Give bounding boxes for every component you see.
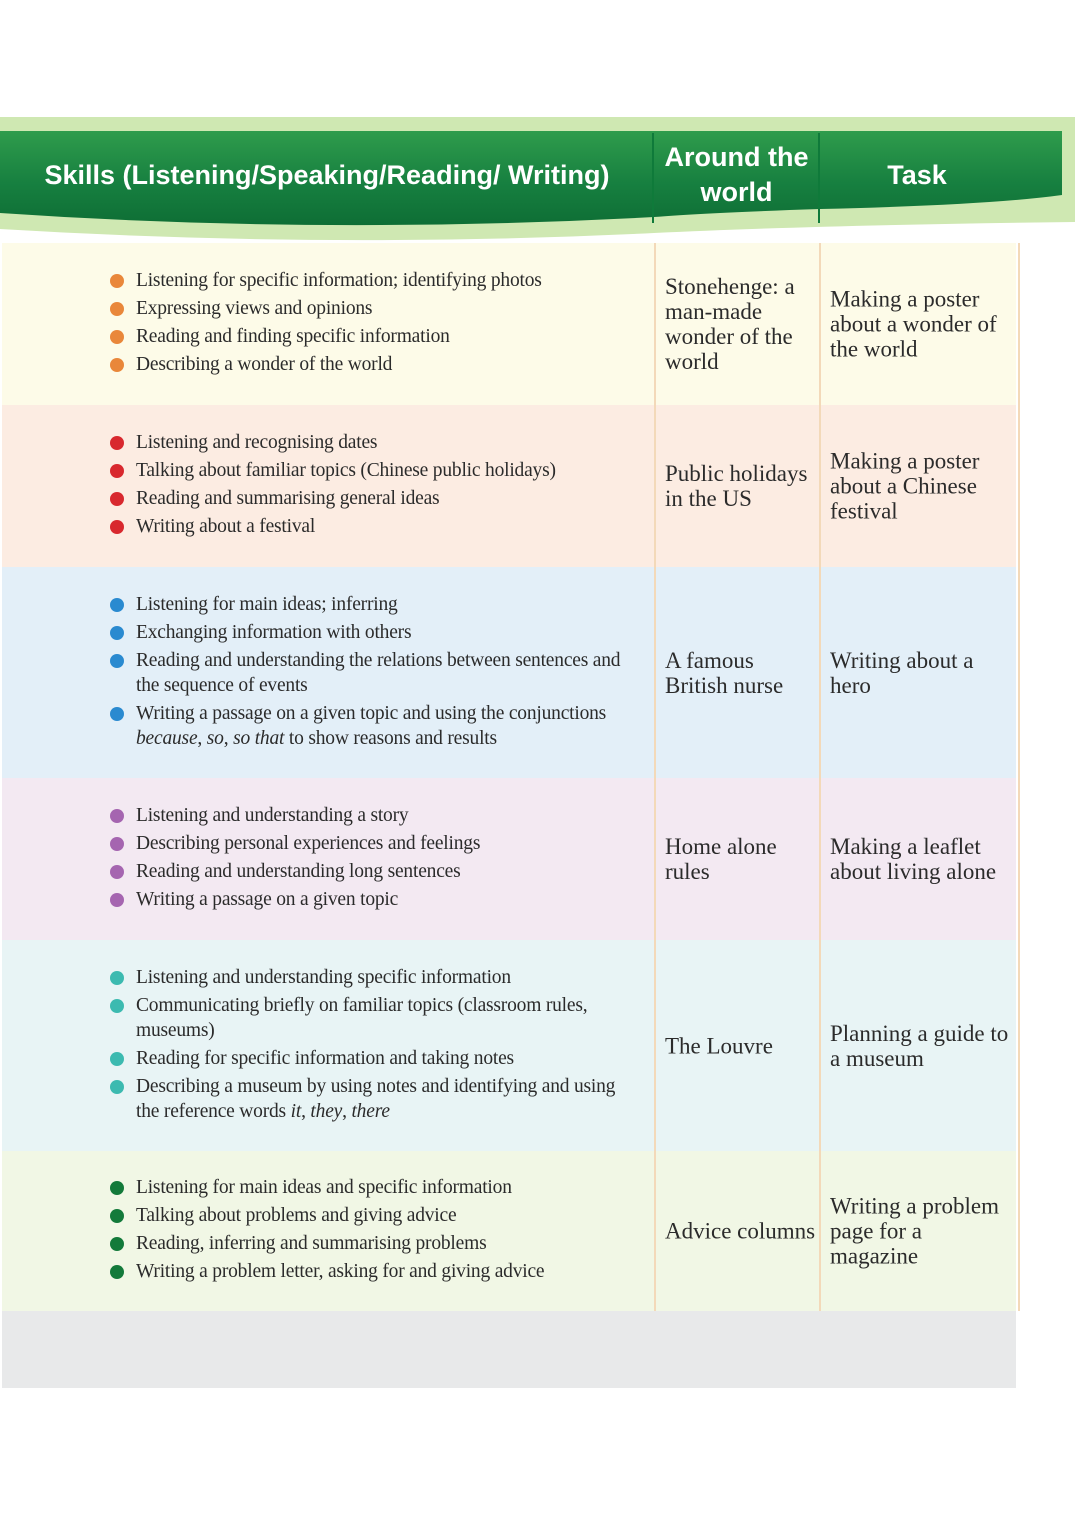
bullet-dot-icon — [110, 358, 124, 372]
skill-item — [110, 620, 640, 645]
task-cell — [819, 243, 1020, 405]
task-cell — [819, 940, 1020, 1151]
skill-item — [110, 430, 640, 455]
header-task: Task — [887, 159, 947, 190]
skill-item — [110, 803, 640, 828]
skill-item — [110, 268, 640, 293]
around-the-world-text: Home alone rules — [665, 834, 777, 884]
bullet-dot-icon — [110, 1080, 124, 1094]
skill-item — [110, 514, 640, 539]
skill-text: Listening and understanding a story — [136, 805, 409, 826]
skill-text: Reading and finding specific information — [136, 326, 450, 347]
table-row — [2, 567, 1016, 778]
around-the-world-text: Public holidays in the US — [665, 461, 808, 511]
skill-item — [110, 296, 640, 321]
skill-text: Describing a museum by using notes and identifying and using the reference words it, they, there — [136, 1075, 616, 1122]
bullet-dot-icon — [110, 654, 124, 668]
around-the-world-cell — [654, 567, 821, 778]
bullet-dot-icon — [110, 1181, 124, 1195]
skill-item — [110, 1203, 640, 1228]
bullet-dot-icon — [110, 971, 124, 985]
around-the-world-text: The Louvre — [665, 1033, 773, 1058]
task-text: Writing a problem page for a magazine — [830, 1193, 999, 1269]
bullet-dot-icon — [110, 330, 124, 344]
skill-text: Writing a problem letter, asking for and giving advice — [136, 1261, 545, 1282]
task-cell — [819, 778, 1020, 940]
skill-item — [110, 831, 640, 856]
bullet-dot-icon — [110, 302, 124, 316]
skills-cell — [2, 1151, 654, 1311]
skill-item — [110, 993, 640, 1043]
bullet-dot-icon — [110, 492, 124, 506]
header-divider — [818, 133, 820, 223]
bullet-dot-icon — [110, 274, 124, 288]
skill-item — [110, 486, 640, 511]
bullet-dot-icon — [110, 1209, 124, 1223]
skill-item — [110, 648, 640, 698]
skill-item — [110, 324, 640, 349]
task-text: Making a poster about a wonder of the world — [830, 286, 997, 362]
bullet-dot-icon — [110, 598, 124, 612]
around-the-world-cell — [654, 405, 821, 567]
table-row — [2, 405, 1016, 567]
header-around-the-world: Around the world — [664, 142, 809, 207]
around-the-world-cell — [654, 940, 821, 1151]
skill-text: Writing about a festival — [136, 516, 316, 537]
bullet-dot-icon — [110, 893, 124, 907]
task-cell — [819, 567, 1020, 778]
bullet-dot-icon — [110, 837, 124, 851]
around-the-world-cell — [654, 243, 821, 405]
skill-text: Writing a passage on a given topic — [136, 889, 399, 910]
skill-text: Reading and understanding long sentences — [136, 861, 461, 882]
skill-item — [110, 1175, 640, 1200]
skill-item — [110, 1231, 640, 1256]
around-the-world-cell — [654, 778, 821, 940]
task-text: Writing about a hero — [830, 647, 974, 698]
skill-text: Listening for main ideas and specific information — [136, 1177, 512, 1198]
skill-text: Talking about familiar topics (Chinese public holidays) — [136, 460, 556, 481]
bullet-dot-icon — [110, 809, 124, 823]
skill-item — [110, 859, 640, 884]
skill-text: Communicating briefly on familiar topics (classroom rules, museums) — [136, 994, 588, 1041]
table-header — [0, 117, 1075, 243]
skill-item — [110, 352, 640, 377]
skill-text: Listening for main ideas; inferring — [136, 593, 398, 615]
skills-cell — [2, 940, 654, 1151]
bullet-dot-icon — [110, 464, 124, 478]
bullet-dot-icon — [110, 520, 124, 534]
bullet-dot-icon — [110, 707, 124, 721]
skill-item — [110, 887, 640, 912]
skills-list — [110, 268, 640, 380]
skill-text: Listening for specific information; identifying photos — [136, 270, 542, 291]
skills-cell — [2, 778, 654, 940]
bullet-dot-icon — [110, 1237, 124, 1251]
skill-item — [110, 1046, 640, 1071]
task-text: Making a leaflet about living alone — [830, 834, 997, 884]
bullet-dot-icon — [110, 865, 124, 879]
skill-text: Listening and recognising dates — [136, 432, 378, 453]
skill-item — [110, 701, 640, 751]
skill-text: Expressing views and opinions — [136, 298, 373, 319]
skills-cell — [2, 405, 654, 567]
skill-item — [110, 965, 640, 990]
around-the-world-cell — [654, 1151, 821, 1311]
skill-text: Reading for specific information and taking notes — [136, 1047, 514, 1069]
task-text: Planning a guide to a museum — [830, 1020, 1009, 1071]
skills-list — [110, 965, 640, 1127]
header-divider — [652, 133, 654, 223]
skills-list — [110, 430, 640, 542]
skills-list — [110, 1175, 640, 1287]
skill-text: Reading, inferring and summarising problems — [136, 1233, 487, 1254]
skills-list — [110, 592, 640, 754]
table-row — [2, 778, 1016, 940]
skill-text: Reading and summarising general ideas — [136, 488, 440, 509]
skills-list — [110, 803, 640, 915]
skill-text: Describing a wonder of the world — [136, 354, 393, 375]
skill-text: Talking about problems and giving advice — [136, 1205, 457, 1226]
bottom-band — [2, 1311, 1016, 1388]
skill-item — [110, 458, 640, 483]
around-the-world-text: Stonehenge: a man-made wonder of the world — [665, 274, 795, 374]
around-the-world-text: Advice columns — [665, 1218, 816, 1244]
header-skills: Skills (Listening/Speaking/Reading/ Writing) — [44, 159, 610, 190]
skill-text: Writing a passage on a given topic and using the conjunctions because, so, so that to show reasons and results — [136, 702, 607, 749]
task-cell — [819, 405, 1020, 567]
task-text: Making a poster about a Chinese festival — [830, 448, 980, 524]
skill-text: Describing personal experiences and feelings — [136, 833, 481, 854]
bullet-dot-icon — [110, 999, 124, 1013]
skills-cell — [2, 567, 654, 778]
table-row — [2, 940, 1016, 1151]
skill-text: Exchanging information with others — [136, 621, 412, 643]
skill-text: Reading and understanding the relations between sentences and the sequence of events — [136, 649, 621, 696]
bullet-dot-icon — [110, 626, 124, 640]
around-the-world-text: A famous British nurse — [665, 647, 784, 698]
table-row — [2, 1151, 1016, 1311]
skill-item — [110, 1074, 640, 1124]
bullet-dot-icon — [110, 436, 124, 450]
task-cell — [819, 1151, 1020, 1311]
skill-text: Listening and understanding specific information — [136, 966, 511, 988]
skills-cell — [2, 243, 654, 405]
skill-item — [110, 592, 640, 617]
bullet-dot-icon — [110, 1052, 124, 1066]
table-row — [2, 243, 1016, 405]
bullet-dot-icon — [110, 1265, 124, 1279]
skill-item — [110, 1259, 640, 1284]
